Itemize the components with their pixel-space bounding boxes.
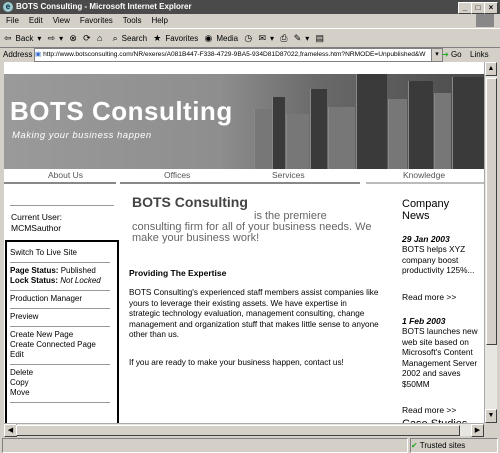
status-message	[2, 438, 408, 453]
forward-dropdown-icon[interactable]: ▾	[59, 34, 64, 43]
news-date: 29 Jan 2003	[402, 234, 450, 244]
internet-explorer-icon: e	[3, 2, 13, 12]
address-label: Address	[3, 50, 33, 59]
edit-dropdown-icon[interactable]: ▾	[305, 34, 310, 43]
scroll-up-icon[interactable]: ▲	[485, 62, 497, 76]
stop-icon[interactable]: ⊗	[69, 33, 77, 43]
banner	[4, 74, 484, 169]
home-icon[interactable]: ⌂	[96, 33, 103, 43]
contact-paragraph: If you are ready to make your business happen, contact us!	[129, 358, 344, 367]
current-user-label: Current User:	[11, 212, 63, 222]
brand-logo: BOTS Consulting	[10, 96, 233, 126]
links-button[interactable]: Links	[470, 50, 489, 59]
delete-link[interactable]: Delete	[10, 368, 34, 377]
site-navigation	[4, 169, 484, 183]
authoring-sidebar	[4, 186, 117, 426]
menu-file[interactable]: File	[6, 16, 19, 25]
back-arrow-icon[interactable]: ⇦	[4, 33, 12, 43]
production-manager-link[interactable]: Production Manager	[10, 294, 83, 303]
standard-toolbar	[0, 28, 500, 48]
nav-services[interactable]: Services	[272, 170, 305, 180]
scroll-right-icon[interactable]: ▶	[471, 424, 484, 437]
search-icon[interactable]: ⌕	[112, 33, 118, 43]
horizontal-scrollbar[interactable]	[4, 423, 484, 436]
security-zone	[410, 438, 498, 453]
vertical-scroll-thumb[interactable]	[486, 78, 497, 345]
close-button[interactable]: ×	[484, 2, 498, 14]
address-url[interactable]: http://www.botsconsulting.com/NR/exeres/A081B447-F338-4729-9BA5-934D81D87022,frameless.htm?NRMODE=Unpublished&W	[43, 51, 426, 58]
favorites-button[interactable]: Favorites	[165, 34, 199, 43]
refresh-icon[interactable]: ⟳	[83, 33, 91, 43]
discuss-icon[interactable]: ▤	[315, 33, 325, 43]
create-connected-page-link[interactable]: Create Connected Page	[10, 340, 96, 349]
vertical-scrollbar[interactable]	[484, 62, 497, 423]
title-bar	[0, 0, 500, 14]
favorites-icon[interactable]: ★	[153, 33, 162, 43]
menu-edit[interactable]: Edit	[28, 16, 43, 25]
edit-page-icon[interactable]: ✎	[293, 33, 302, 43]
page-viewport	[4, 62, 484, 423]
maximize-button[interactable]: □	[471, 2, 485, 14]
security-zone-label: Trusted sites	[419, 441, 466, 450]
current-user	[11, 212, 62, 234]
back-button[interactable]: Back	[15, 34, 34, 43]
nav-about-us[interactable]: About Us	[48, 170, 83, 180]
company-news-heading: Company News	[402, 198, 450, 222]
media-button[interactable]: Media	[216, 34, 239, 43]
read-more-link[interactable]: Read more >>	[402, 292, 457, 302]
search-button[interactable]: Search	[121, 34, 148, 43]
section-heading: Providing The Expertise	[129, 268, 227, 278]
preview-link[interactable]: Preview	[10, 312, 39, 321]
menu-tools[interactable]: Tools	[122, 16, 142, 25]
web-author-console	[5, 240, 119, 428]
windows-flag-icon	[476, 14, 494, 27]
news-date: 1 Feb 2003	[402, 316, 446, 326]
minimize-button[interactable]: _	[458, 2, 472, 14]
history-icon[interactable]: ◷	[244, 33, 253, 43]
mail-icon[interactable]: ✉	[258, 33, 267, 43]
scroll-left-icon[interactable]: ◀	[4, 424, 17, 437]
create-new-page-link[interactable]: Create New Page	[10, 330, 74, 339]
edit-link[interactable]: Edit	[10, 350, 24, 359]
page-icon: ▣	[35, 51, 42, 58]
menu-help[interactable]: Help	[151, 16, 168, 25]
print-icon[interactable]: ⎙	[280, 33, 288, 43]
go-button[interactable]: ➔ Go	[442, 50, 462, 59]
main-content	[122, 186, 380, 426]
read-more-link[interactable]: Read more >>	[402, 405, 457, 415]
scroll-down-icon[interactable]: ▼	[485, 409, 497, 423]
news-text: BOTS helps XYZ company boost productivity 125%...	[402, 244, 475, 275]
dropdown-arrow-icon[interactable]: ▾	[37, 34, 42, 43]
go-arrow-icon: ➔	[442, 50, 449, 59]
address-dropdown-icon[interactable]: ▾	[431, 48, 443, 62]
move-link[interactable]: Move	[10, 388, 30, 397]
address-input[interactable]	[34, 48, 432, 62]
switch-to-live-site-link[interactable]: Switch To Live Site	[10, 248, 77, 257]
copy-link[interactable]: Copy	[10, 378, 29, 387]
nav-offices[interactable]: Offices	[164, 170, 191, 180]
menu-bar	[0, 14, 500, 27]
hero-title: BOTS Consulting	[132, 194, 248, 210]
address-bar	[0, 47, 500, 62]
trusted-sites-icon: ✔	[411, 441, 418, 450]
brand-tagline: Making your business happen	[12, 130, 152, 141]
horizontal-scroll-thumb[interactable]	[16, 425, 460, 436]
hero-text: is the premiere consulting firm for all of your business needs. We make your business work!	[132, 210, 372, 244]
status-bar	[0, 436, 500, 453]
nav-knowledge[interactable]: Knowledge	[403, 170, 446, 180]
current-user-name: MCMSauthor	[11, 223, 62, 233]
media-icon[interactable]: ◉	[204, 33, 213, 43]
news-text: BOTS launches new web site based on Microsoft's Content Management Server 2002 and saves $50MM	[402, 326, 478, 389]
lock-status: Lock Status: Not Locked	[10, 276, 101, 285]
window-title: BOTS Consulting - Microsoft Internet Explorer	[16, 2, 192, 11]
news-sidebar	[400, 186, 484, 426]
forward-arrow-icon[interactable]: ⇨	[47, 33, 56, 43]
menu-view[interactable]: View	[52, 16, 70, 25]
mail-dropdown-icon[interactable]: ▾	[270, 34, 275, 43]
page-status: Page Status: Published	[10, 266, 96, 275]
menu-favorites[interactable]: Favorites	[79, 16, 113, 25]
intro-paragraph: BOTS Consulting's experienced staff members assist companies like yours to leverage their existing assets. We have expertise in strategic technology evaluation, management consulting, change management and organization stuff that makes little sense to anyone other than us.	[129, 288, 379, 339]
